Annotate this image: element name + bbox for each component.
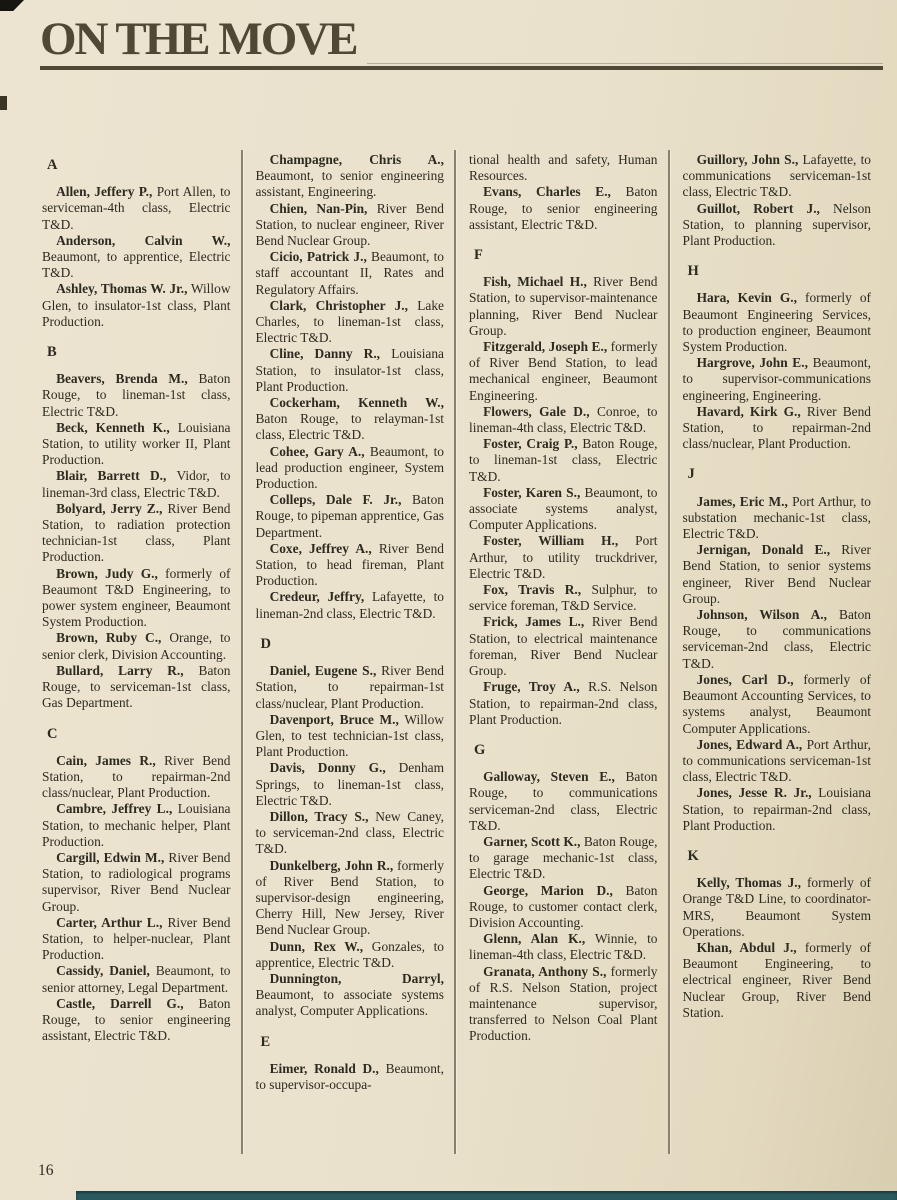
entry-detail: formerly of Beaumont Engineering, to electrical engineer, River Bend Nuclear Group, River Bend Station. <box>682 939 872 1020</box>
entry-name: Dunnington, Darryl, <box>269 970 444 986</box>
entry-name: Eimer, Ronald D., <box>269 1060 379 1076</box>
entry-detail: formerly of Orange T&D Line, to coordinator-MRS, Beaumont System Operations. <box>682 875 871 939</box>
directory-entry <box>469 769 658 834</box>
directory-entry <box>683 404 872 453</box>
entry-detail: River Bend Station, to repairman-2nd class/nuclear, Plant Production. <box>42 752 231 801</box>
entry-detail: Gonzales, to apprentice, Electric T&D. <box>255 938 445 970</box>
section-letter: E <box>260 1033 271 1050</box>
entry-name: Jones, Edward A., <box>696 736 803 752</box>
directory-entry <box>683 542 872 607</box>
directory-entry <box>256 760 445 809</box>
entry-detail: Beaumont, to senior attorney, Legal Department. <box>42 963 231 995</box>
directory-entry <box>469 436 658 485</box>
entry-detail: Orange, to senior clerk, Division Accounting. <box>42 630 231 662</box>
entry-name: Blair, Barrett D., <box>56 468 167 484</box>
section-letter: F <box>474 247 483 264</box>
directory-entry <box>256 939 445 971</box>
entry-detail: formerly of River Bend Station, to lead mechanical engineer, Beaumont Engineering. <box>469 339 658 403</box>
directory-entry <box>42 501 231 566</box>
entry-name: Cockerham, Kenneth W., <box>269 395 444 411</box>
directory-entry <box>469 679 658 728</box>
entry-name: Guillory, John S., <box>696 152 799 167</box>
directory-columns <box>40 150 881 1154</box>
directory-entry <box>683 290 872 355</box>
directory-entry <box>683 785 872 834</box>
entry-name: Clark, Christopher J., <box>269 297 408 313</box>
entry-detail: Louisiana Station, to mechanic helper, Plant Production. <box>42 801 231 849</box>
entry-detail: River Bend Station, to radiological programs supervisor, River Bend Nuclear Group. <box>42 849 231 914</box>
entry-detail: Beaumont, to associate systems analyst, Computer Applications. <box>255 987 444 1019</box>
directory-entry <box>42 566 231 631</box>
section-letter: J <box>687 466 695 483</box>
entry-name: Beavers, Brenda M., <box>56 371 188 387</box>
entry-name: Flowers, Gale D., <box>483 403 590 419</box>
directory-column-2 <box>243 150 455 1154</box>
entry-detail: Baton Rouge, to garage mechanic-1st class, Electric T&D. <box>469 833 658 882</box>
entry-detail: Lake Charles, to lineman-1st class, Electric T&D. <box>255 297 444 346</box>
entry-detail: Baton Rouge, to serviceman-1st class, Gas Department. <box>42 662 231 711</box>
entry-name: Jones, Jesse R. Jr., <box>696 785 812 801</box>
entry-name: Havard, Kirk G., <box>696 403 801 419</box>
entry-name: Foster, William H., <box>483 533 619 549</box>
entry-name: Cassidy, Daniel, <box>56 963 150 979</box>
section-letter: K <box>687 847 699 864</box>
entry-name: Dunkelberg, John R., <box>269 857 394 873</box>
directory-entry <box>469 883 658 932</box>
directory-entry <box>42 371 231 420</box>
entry-continuation: tional health and safety, Human Resources. <box>469 152 658 184</box>
entry-name: Granata, Anthony S., <box>483 963 607 979</box>
directory-entry <box>256 858 445 939</box>
entry-name: Foster, Craig P., <box>483 436 578 452</box>
entry-name: Colleps, Dale F. Jr., <box>269 492 402 508</box>
entry-detail: River Bend Station, to electrical maintenance foreman, River Bend Nuclear Group. <box>469 614 658 679</box>
directory-entry <box>469 404 658 436</box>
entry-name: Cambre, Jeffrey L., <box>56 801 173 817</box>
directory-entry <box>42 801 231 850</box>
directory-entry <box>256 201 445 250</box>
directory-entry <box>683 607 872 672</box>
entry-detail: Beaumont, to associate systems analyst, Computer Applications. <box>469 484 658 533</box>
entry-name: James, Eric M., <box>696 493 788 509</box>
entry-detail: Baton Rouge, to communications serviceman-2nd class, Electric T&D. <box>469 769 658 833</box>
entry-name: Anderson, Calvin W., <box>56 232 231 248</box>
entry-name: Cain, James R., <box>56 752 156 768</box>
entry-name: Ashley, Thomas W. Jr., <box>56 281 188 297</box>
entry-name: George, Marion D., <box>483 882 613 898</box>
entry-detail: River Bend Station, to supervisor-maintenance planning, River Bend Nuclear Group. <box>469 274 658 338</box>
entry-detail: River Bend Station, to nuclear engineer, River Bend Nuclear Group. <box>255 200 445 249</box>
entry-name: Brown, Judy G., <box>56 565 158 581</box>
entry-detail: Conroe, to lineman-4th class, Electric T&D. <box>469 403 658 436</box>
entry-detail: Beaumont, to apprentice, Electric T&D. <box>42 249 231 281</box>
directory-entry <box>42 281 231 330</box>
entry-name: Hara, Kevin G., <box>696 290 797 306</box>
entry-name: Castle, Darrell G., <box>56 995 184 1011</box>
entry-name: Foster, Karen S., <box>483 484 581 500</box>
directory-entry <box>469 931 658 963</box>
entry-name: Bolyard, Jerry Z., <box>56 500 163 516</box>
directory-entry <box>256 249 445 298</box>
entry-detail: River Bend Station, to radiation protection technician-1st class, Plant Production. <box>42 500 231 565</box>
entry-detail: Lafayette, to lineman-2nd class, Electric T&D. <box>255 589 444 621</box>
directory-entry <box>256 971 445 1020</box>
directory-entry <box>42 850 231 915</box>
entry-name: Fox, Travis R., <box>483 582 582 598</box>
directory-entry <box>256 395 445 444</box>
entry-detail: formerly of Beaumont Engineering Services, to production engineer, Beaumont System Production. <box>682 290 871 355</box>
entry-detail: Louisiana Station, to insulator-1st class, Plant Production. <box>255 346 445 394</box>
entry-detail: Baton Rouge, to communications serviceman-2nd class, Electric T&D. <box>682 607 871 671</box>
entry-detail: Baton Rouge, to senior engineering assistant, Electric T&D. <box>469 184 658 232</box>
entry-detail: River Bend Station, to senior systems engineer, River Bend Nuclear Group. <box>682 542 871 606</box>
entry-detail: Baton Rouge, to pipeman apprentice, Gas Department. <box>255 492 444 540</box>
page-title: ON THE MOVE <box>40 16 367 70</box>
entry-detail: River Bend Station, to repairman-1st class/nuclear, Plant Production. <box>255 663 444 711</box>
directory-entry <box>683 875 872 940</box>
entry-detail: Denham Springs, to lineman-1st class, Electric T&D. <box>255 760 444 808</box>
directory-entry <box>42 753 231 802</box>
entry-name: Johnson, Wilson A., <box>696 607 827 623</box>
entry-name: Guillot, Robert J., <box>696 200 820 216</box>
entry-name: Davis, Donny G., <box>269 760 386 776</box>
directory-entry <box>42 963 231 995</box>
entry-name: Glenn, Alan K., <box>483 931 586 947</box>
directory-entry <box>256 444 445 493</box>
entry-detail: Port Arthur, to communications serviceman-1st class, Electric T&D. <box>682 736 871 785</box>
section-letter: G <box>474 741 486 758</box>
masthead-rule <box>367 66 883 70</box>
directory-entry <box>469 339 658 404</box>
directory-entry <box>469 614 658 679</box>
entry-detail: formerly of Beaumont T&D Engineering, to power system engineer, Beaumont System Production. <box>42 565 231 630</box>
entry-name: Beck, Kenneth K., <box>56 419 170 435</box>
masthead <box>0 0 897 70</box>
entry-detail: formerly of River Bend Station, to supervisor-design engineering, Cherry Hill, New Jersey, River Bend Nuclear Group. <box>255 857 444 938</box>
directory-entry <box>469 274 658 339</box>
entry-detail: Beaumont, to senior engineering assistant, Engineering. <box>255 168 444 200</box>
entry-name: Fruge, Troy A., <box>483 679 580 695</box>
entry-detail: Beaumont, to supervisor-occupa- <box>255 1060 444 1092</box>
entry-detail: Willow Glen, to insulator-1st class, Plant Production. <box>42 281 231 329</box>
entry-detail: Beaumont, to lead production engineer, System Production. <box>255 443 444 492</box>
directory-entry <box>683 201 872 250</box>
directory-column-4 <box>670 150 882 1154</box>
directory-entry <box>42 996 231 1045</box>
entry-name: Bullard, Larry R., <box>56 662 184 678</box>
entry-name: Galloway, Steven E., <box>483 769 615 785</box>
section-letter: B <box>47 344 57 361</box>
directory-column-3 <box>456 150 668 1154</box>
section-letter: C <box>47 725 58 742</box>
section-letter: A <box>47 157 58 173</box>
entry-name: Hargrove, John E., <box>696 355 808 371</box>
directory-entry <box>683 940 872 1021</box>
entry-detail: River Bend Station, to repairman-2nd class/nuclear, Plant Production. <box>682 403 871 452</box>
entry-name: Cicio, Patrick J., <box>269 249 367 265</box>
entry-detail: Winnie, to lineman-4th class, Electric T&D. <box>469 931 658 963</box>
entry-name: Khan, Abdul J., <box>696 939 797 955</box>
entry-name: Jones, Carl D., <box>696 671 794 687</box>
entry-name: Daniel, Eugene S., <box>269 663 377 679</box>
directory-column-1 <box>40 150 241 1154</box>
entry-detail: Beaumont, to staff accountant II, Rates and Regulatory Affairs. <box>255 249 445 297</box>
entry-name: Fitzgerald, Joseph E., <box>483 339 608 355</box>
entry-detail: Baton Rouge, to customer contact clerk, Division Accounting. <box>469 882 658 930</box>
entry-name: Cohee, Gary A., <box>269 443 365 459</box>
page-number: 16 <box>38 1162 54 1179</box>
entry-name: Cargill, Edwin M., <box>56 849 165 865</box>
entry-detail: Port Arthur, to substation mechanic-1st class, Electric T&D. <box>682 493 871 542</box>
page-footer <box>38 1162 897 1180</box>
entry-name: Chien, Nan-Pin, <box>269 200 368 216</box>
entry-detail: New Caney, to serviceman-2nd class, Electric T&D. <box>255 808 444 857</box>
entry-name: Frick, James L., <box>483 614 585 630</box>
entry-detail: formerly of Beaumont Accounting Services, to systems analyst, Beaumont Computer Applications. <box>682 671 872 736</box>
entry-detail: Louisiana Station, to utility worker II, Plant Production. <box>42 419 231 468</box>
entry-detail: Baton Rouge, to lineman-1st class, Electric T&D. <box>469 436 658 484</box>
entry-detail: Louisiana Station, to repairman-2nd class, Plant Production. <box>682 785 871 833</box>
directory-entry <box>683 672 872 737</box>
entry-detail: Sulphur, to service foreman, T&D Service. <box>469 582 658 614</box>
directory-entry <box>256 809 445 858</box>
directory-entry <box>256 541 445 590</box>
section-letter: D <box>260 635 271 652</box>
entry-name: Davenport, Bruce M., <box>269 711 399 727</box>
entry-name: Evans, Charles E., <box>483 184 611 200</box>
section-letter: H <box>687 263 699 280</box>
entry-detail: Vidor, to lineman-3rd class, Electric T&D. <box>42 468 231 500</box>
entry-name: Carter, Arthur L., <box>56 914 163 930</box>
entry-detail: Nelson Station, to planning supervisor, Plant Production. <box>682 200 871 249</box>
directory-entry <box>256 1061 445 1093</box>
entry-detail: Baton Rouge, to relayman-1st class, Electric T&D. <box>255 411 444 443</box>
entry-detail: River Bend Station, to head fireman, Plant Production. <box>255 540 444 589</box>
entry-name: Brown, Ruby C., <box>56 630 162 646</box>
directory-entry <box>42 468 231 500</box>
entry-name: Dillon, Tracy S., <box>269 808 369 824</box>
entry-name: Coxe, Jeffrey A., <box>269 540 372 556</box>
directory-entry <box>469 582 658 614</box>
directory-entry <box>469 834 658 883</box>
entry-name: Jernigan, Donald E., <box>696 542 831 558</box>
directory-entry <box>256 298 445 347</box>
directory-entry <box>42 420 231 469</box>
directory-entry <box>256 152 445 201</box>
entry-name: Champagne, Chris A., <box>269 152 444 167</box>
entry-detail: Port Allen, to serviceman-4th class, Electric T&D. <box>42 184 231 232</box>
directory-entry <box>683 355 872 404</box>
entry-detail: Willow Glen, to test technician-1st class, Plant Production. <box>255 711 444 760</box>
entry-detail: Port Arthur, to utility truckdriver, Electric T&D. <box>469 533 658 581</box>
directory-entry <box>256 663 445 712</box>
directory-entry <box>42 184 231 233</box>
directory-entry <box>469 533 658 582</box>
directory-entry <box>42 233 231 282</box>
entry-detail: R.S. Nelson Station, to repairman-2nd class, Plant Production. <box>469 679 658 727</box>
entry-detail: Baton Rouge, to senior engineering assistant, Electric T&D. <box>42 995 231 1044</box>
directory-entry <box>256 346 445 395</box>
entry-name: Fish, Michael H., <box>483 274 587 290</box>
entry-name: Allen, Jeffery P., <box>56 184 153 200</box>
entry-name: Kelly, Thomas J., <box>696 875 801 891</box>
directory-entry <box>256 492 445 541</box>
directory-entry <box>256 589 445 621</box>
entry-detail: Lafayette, to communications serviceman-1st class, Electric T&D. <box>682 152 871 200</box>
directory-entry <box>683 737 872 786</box>
directory-entry <box>469 184 658 233</box>
directory-entry <box>683 152 872 201</box>
entry-detail: Beaumont, to supervisor-communications engineering, Engineering. <box>682 355 871 403</box>
entry-name: Garner, Scott K., <box>483 833 581 849</box>
entry-name: Dunn, Rex W., <box>269 938 364 954</box>
directory-entry <box>42 630 231 662</box>
directory-entry <box>683 494 872 543</box>
scan-edge-mark <box>0 96 7 110</box>
entry-detail: River Bend Station, to helper-nuclear, Plant Production. <box>42 914 231 963</box>
entry-name: Credeur, Jeffry, <box>269 589 365 605</box>
directory-entry <box>42 915 231 964</box>
directory-entry <box>469 485 658 534</box>
scan-bottom-strip <box>76 1191 897 1200</box>
entry-detail: Baton Rouge, to lineman-1st class, Electric T&D. <box>42 371 231 419</box>
directory-entry <box>256 712 445 761</box>
entry-name: Cline, Danny R., <box>269 346 381 362</box>
directory-entry <box>42 663 231 712</box>
entry-detail: formerly of R.S. Nelson Station, project maintenance supervisor, transferred to Nelson Coal Plant Production. <box>469 963 658 1044</box>
directory-entry <box>469 964 658 1045</box>
